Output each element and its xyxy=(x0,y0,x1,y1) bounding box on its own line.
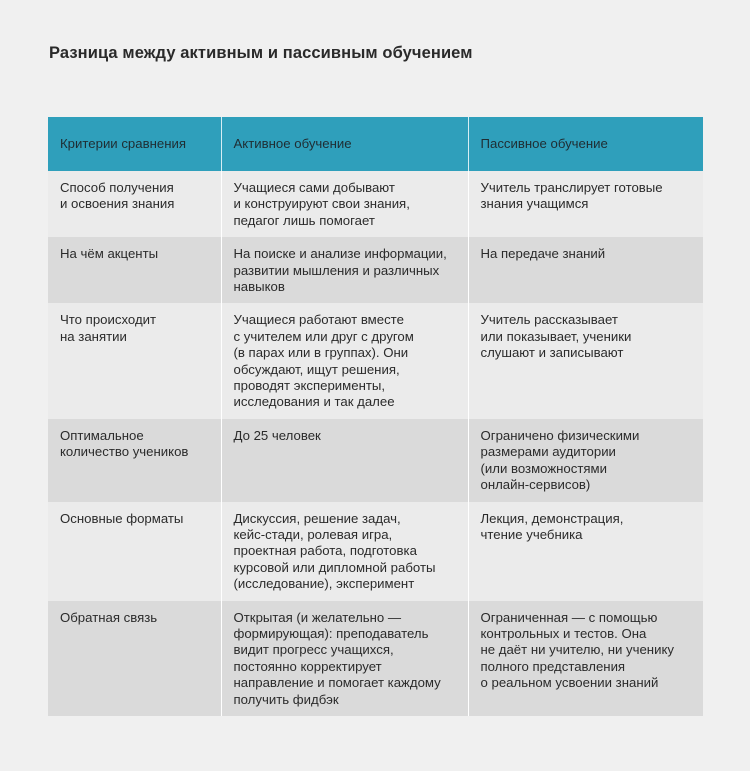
table-row xyxy=(48,237,703,303)
header-active: Активное обучение xyxy=(221,117,468,171)
criteria-cell: Основные форматы xyxy=(48,502,221,601)
passive-cell: Лекция, демонстрация, чтение учебника xyxy=(468,502,703,601)
criteria-cell: Что происходит на занятии xyxy=(48,303,221,418)
active-cell: Открытая (и желательно — формирующая): преподаватель видит прогресс учащихся, постоянно корректирует направление и помогает каждому получить фидбэк xyxy=(221,601,468,716)
criteria-cell: Обратная связь xyxy=(48,601,221,716)
active-cell: На поиске и анализе информации, развитии мышления и различных навыков xyxy=(221,237,468,303)
active-cell: Учащиеся работают вместе с учителем или друг с другом (в парах или в группах). Они обсуждают, ищут решения, проводят эксперименты, исследования и так далее xyxy=(221,303,468,418)
table-row xyxy=(48,419,703,502)
criteria-cell: На чём акценты xyxy=(48,237,221,303)
passive-cell: Учитель рассказывает или показывает, ученики слушают и записывают xyxy=(468,303,703,418)
passive-cell: На передаче знаний xyxy=(468,237,703,303)
table-row xyxy=(48,303,703,418)
table-header-row xyxy=(48,117,703,171)
active-cell: Учащиеся сами добывают и конструируют свои знания, педагог лишь помогает xyxy=(221,171,468,237)
page-title: Разница между активным и пассивным обучением xyxy=(49,44,473,62)
header-criteria: Критерии сравнения xyxy=(48,117,221,171)
comparison-table xyxy=(48,117,703,716)
table-row xyxy=(48,171,703,237)
criteria-cell: Способ получения и освоения знания xyxy=(48,171,221,237)
table-row xyxy=(48,502,703,601)
active-cell: До 25 человек xyxy=(221,419,468,502)
active-cell: Дискуссия, решение задач, кейс-стади, ролевая игра, проектная работа, подготовка курсовой или дипломной работы (исследование), эксперимент xyxy=(221,502,468,601)
header-passive: Пассивное обучение xyxy=(468,117,703,171)
criteria-cell: Оптимальное количество учеников xyxy=(48,419,221,502)
passive-cell: Учитель транслирует готовые знания учащимся xyxy=(468,171,703,237)
passive-cell: Ограниченная — с помощью контрольных и тестов. Она не даёт ни учителю, ни ученику полного представления о реальном усвоении знаний xyxy=(468,601,703,716)
passive-cell: Ограничено физическими размерами аудитории (или возможностями онлайн-сервисов) xyxy=(468,419,703,502)
table-row xyxy=(48,601,703,716)
